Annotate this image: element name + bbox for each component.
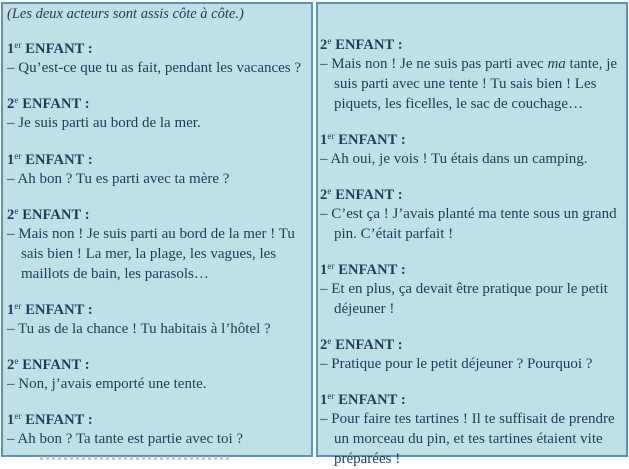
speaker-label [7, 202, 305, 224]
speaker-role: ENFANT : [334, 262, 406, 278]
speaker-label [7, 297, 305, 319]
speaker-label [320, 332, 620, 354]
speaker-number: 2 [320, 37, 328, 53]
speaker-number: 1 [7, 412, 15, 428]
left-dialogue-panel [1, 2, 313, 457]
dialogue-line [320, 54, 620, 114]
dialogue-line: – Qu’est-ce que tu as fait, pendant les vacances ? [7, 60, 302, 76]
dialogue-turn [320, 127, 620, 169]
speaker-label [320, 182, 620, 204]
decorative-scribble [40, 456, 230, 460]
speaker-ordinal: e [14, 356, 19, 366]
speaker-number: 1 [320, 262, 328, 278]
speaker-number: 1 [320, 132, 328, 148]
speaker-ordinal: e [327, 36, 332, 46]
dialogue-line: – C’est ça ! J’avais planté ma tente sous un grand pin. C’était parfait ! [320, 206, 617, 242]
speaker-number: 1 [320, 392, 328, 408]
speaker-ordinal: er [14, 301, 22, 311]
dialogue-line: – Et en plus, ça devait être pratique pour le petit déjeuner ! [320, 281, 608, 317]
dialogue-turn [320, 32, 620, 114]
speaker-label [320, 387, 620, 409]
speaker-role: ENFANT : [21, 412, 93, 428]
speaker-role: ENFANT : [331, 337, 403, 353]
speaker-ordinal: e [14, 95, 19, 105]
speaker-ordinal: e [14, 206, 19, 216]
speaker-number: 1 [7, 152, 15, 168]
dialogue-line: – Tu as de la chance ! Tu habitais à l’hôtel ? [7, 321, 271, 337]
dialogue-turn [7, 36, 305, 78]
dialogue-turn [7, 202, 305, 284]
dialogue-turn [7, 91, 305, 133]
speaker-number: 1 [7, 41, 15, 57]
dialogue-turn [320, 182, 620, 244]
dialogue-turn [7, 352, 305, 394]
speaker-role: ENFANT : [331, 187, 403, 203]
dialogue-line: – Non, j’avais emporté une tente. [7, 376, 207, 392]
line-text: tante, je suis parti avec une tente ! Tu sais bien ! Les piquets, les ficelles, le sac de couchage… [334, 56, 618, 112]
dialogue-line: – Mais non ! Je suis parti au bord de la mer ! Tu sais bien ! La mer, la plage, les vagues, les maillots de bain, les parasols… [7, 226, 295, 282]
dialogue-line: – Pour faire tes tartines ! Il te suffisait de prendre un morceau du pin, et tes tartines étaient vite préparées ! [320, 411, 615, 467]
speaker-role: ENFANT : [21, 41, 93, 57]
dialogue-turn [320, 387, 620, 469]
speaker-number: 2 [7, 357, 15, 373]
dialogue-line: – Je suis parti au bord de la mer. [7, 115, 201, 131]
speaker-label [320, 257, 620, 279]
speaker-role: ENFANT : [334, 392, 406, 408]
speaker-role: ENFANT : [21, 302, 93, 318]
speaker-label [7, 352, 305, 374]
speaker-label [7, 407, 305, 429]
dialogue-line: – Pratique pour le petit déjeuner ? Pourquoi ? [320, 356, 593, 372]
speaker-ordinal: e [327, 336, 332, 346]
speaker-number: 2 [7, 207, 15, 223]
stage-direction: (Les deux acteurs sont assis côte à côte.) [7, 6, 244, 22]
speaker-label [320, 127, 620, 149]
speaker-role: ENFANT : [18, 96, 90, 112]
dialogue-turn [7, 407, 305, 449]
dialogue-line: – Ah oui, je vois ! Tu étais dans un camping. [320, 151, 588, 167]
speaker-role: ENFANT : [334, 132, 406, 148]
speaker-number: 2 [320, 337, 328, 353]
speaker-ordinal: er [327, 261, 335, 271]
dialogue-turn [7, 297, 305, 339]
speaker-ordinal: er [14, 40, 22, 50]
speaker-role: ENFANT : [331, 37, 403, 53]
speaker-ordinal: er [327, 131, 335, 141]
speaker-role: ENFANT : [18, 207, 90, 223]
speaker-ordinal: er [327, 391, 335, 401]
dialogue-line: – Ah bon ? Tu es parti avec ta mère ? [7, 171, 230, 187]
speaker-ordinal: er [14, 411, 22, 421]
dialogue-line: – Ah bon ? Ta tante est partie avec toi ? [7, 431, 244, 447]
speaker-ordinal: er [14, 151, 22, 161]
speaker-number: 2 [7, 96, 15, 112]
speaker-ordinal: e [327, 186, 332, 196]
speaker-role: ENFANT : [21, 152, 93, 168]
dialogue-turn [7, 147, 305, 189]
speaker-label [7, 91, 305, 113]
line-text: – Mais non ! Je ne suis pas parti avec [320, 56, 548, 72]
speaker-number: 1 [7, 302, 15, 318]
right-dialogue-panel [316, 2, 628, 467]
speaker-label [7, 36, 305, 58]
speaker-label [7, 147, 305, 169]
dialogue-turn [320, 332, 620, 374]
speaker-label [320, 32, 620, 54]
speaker-number: 2 [320, 187, 328, 203]
speaker-role: ENFANT : [18, 357, 90, 373]
dialogue-turn [320, 257, 620, 319]
emphasis-text: ma [547, 56, 566, 72]
